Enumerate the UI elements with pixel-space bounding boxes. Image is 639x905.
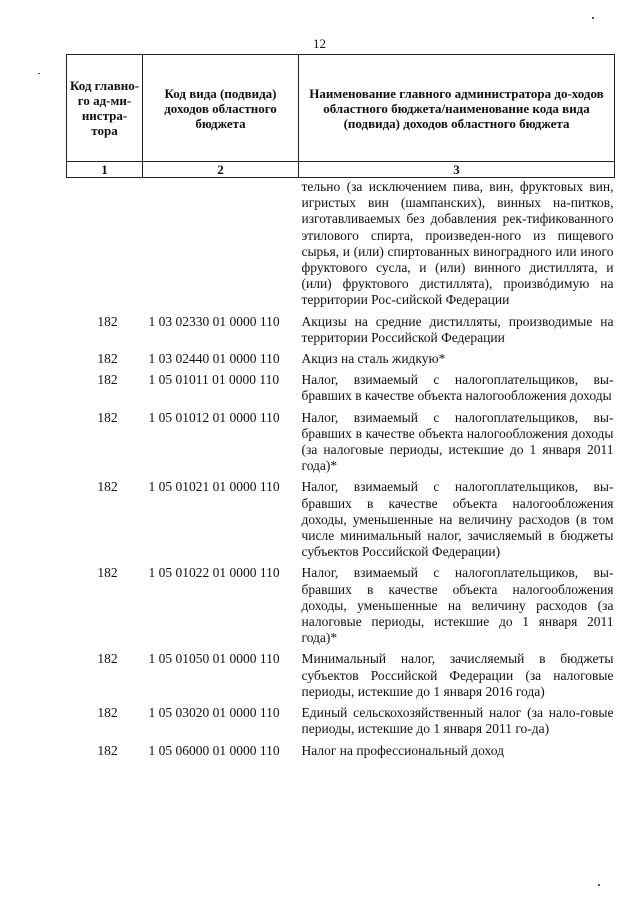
- column-number-3: 3: [299, 162, 615, 178]
- admin-code: 182: [97, 705, 118, 721]
- revenue-name: Налог на профессиональный доход: [301, 742, 504, 758]
- admin-code: 182: [97, 651, 118, 667]
- admin-code: 182: [97, 351, 118, 367]
- admin-code: [67, 178, 143, 312]
- revenue-code: 1 05 06000 01 0000 110: [148, 742, 280, 758]
- revenue-codes-table: [66, 54, 615, 762]
- revenue-name: Акциз на сталь жидкую*: [301, 351, 446, 367]
- table-row: [67, 741, 615, 762]
- revenue-code: 1 05 01011 01 0000 110: [148, 372, 280, 388]
- revenue-name: Налог, взимаемый с налогоплательщиков, вы-бравших в качестве объекта налогообложения доходы, уменьшенные на величину расходов (за налоговые периоды, истекшие до 1 января 2011 года)*: [301, 565, 614, 646]
- admin-code: 182: [97, 313, 118, 329]
- revenue-name: Единый сельскохозяйственный налог (за нало-говые периоды, истекшие до 1 января 2011 го-да): [301, 705, 614, 737]
- header-name: Наименование главного администратора до-ходов областного бюджета/наименование кода вида (подвида) доходов областного бюджета: [299, 55, 615, 162]
- admin-code: 182: [97, 742, 118, 758]
- revenue-code: 1 05 03020 01 0000 110: [148, 705, 280, 721]
- revenue-name: Налог, взимаемый с налогоплательщиков, вы-бравших в качестве объекта налогообложения доходы (за налоговые периоды, истекшие до 1 января 2011 года)*: [301, 409, 614, 474]
- admin-code: 182: [97, 372, 118, 388]
- revenue-code: 1 05 01022 01 0000 110: [148, 565, 280, 581]
- revenue-name: тельно (за исключением пива, вин, фруктовых вин, игристых вин (шампанских), винных на-питков, изготавливаемых без добавления рек-тификованного этилового спирта, произведен-ного из пищевого сырья, и (или) спиртованных виноградного или иного фруктового сусла, и (или) винного дистиллята, и (или) фруктового дистиллята), произвóдимую на территории Рос-сийской Федерации: [301, 179, 614, 308]
- page-number: 12: [313, 36, 326, 51]
- table-row: [67, 312, 615, 349]
- revenue-name: Налог, взимаемый с налогоплательщиков, вы-бравших в качестве объекта налогообложения доходы, уменьшенные на величину расходов (в том числе минимальный налог, зачисляемый в бюджеты субъектов Российской Федерации): [301, 479, 614, 560]
- column-number-1: 1: [67, 162, 143, 178]
- revenue-code: 1 03 02330 01 0000 110: [148, 313, 280, 329]
- table-row: [67, 370, 615, 407]
- scan-speck: [38, 73, 40, 74]
- revenue-code: [143, 178, 299, 312]
- revenue-code: 1 03 02440 01 0000 110: [148, 351, 280, 367]
- table-row: [67, 703, 615, 740]
- table-row: [67, 477, 615, 563]
- column-number-row: [67, 162, 615, 178]
- revenue-name: Минимальный налог, зачисляемый в бюджеты субъектов Российской Федерации (за налоговые периоды, истекшие до 1 января 2016 года): [301, 651, 614, 699]
- column-number-2: 2: [143, 162, 299, 178]
- header-admin-code: Код главно-го ад-ми-нистра-тора: [67, 55, 143, 162]
- table-row: [67, 178, 615, 312]
- revenue-code: 1 05 01012 01 0000 110: [148, 409, 280, 425]
- header-revenue-code: Код вида (подвида) доходов областного бюджета: [143, 55, 299, 162]
- table-row: [67, 563, 615, 649]
- table-row: [67, 649, 615, 703]
- admin-code: 182: [97, 409, 118, 425]
- table-header-row: [67, 55, 615, 162]
- revenue-name: Налог, взимаемый с налогоплательщиков, вы-бравших в качестве объекта налогообложения доходы: [301, 372, 614, 404]
- revenue-name: Акцизы на средние дистилляты, производимые на территории Российской Федерации: [301, 313, 614, 345]
- admin-code: 182: [97, 565, 118, 581]
- admin-code: 182: [97, 479, 118, 495]
- revenue-code: 1 05 01021 01 0000 110: [148, 479, 280, 495]
- revenue-code: 1 05 01050 01 0000 110: [148, 651, 280, 667]
- scan-speck: [598, 884, 600, 886]
- scan-speck: [592, 17, 594, 19]
- table-row: [67, 349, 615, 370]
- table-row: [67, 408, 615, 478]
